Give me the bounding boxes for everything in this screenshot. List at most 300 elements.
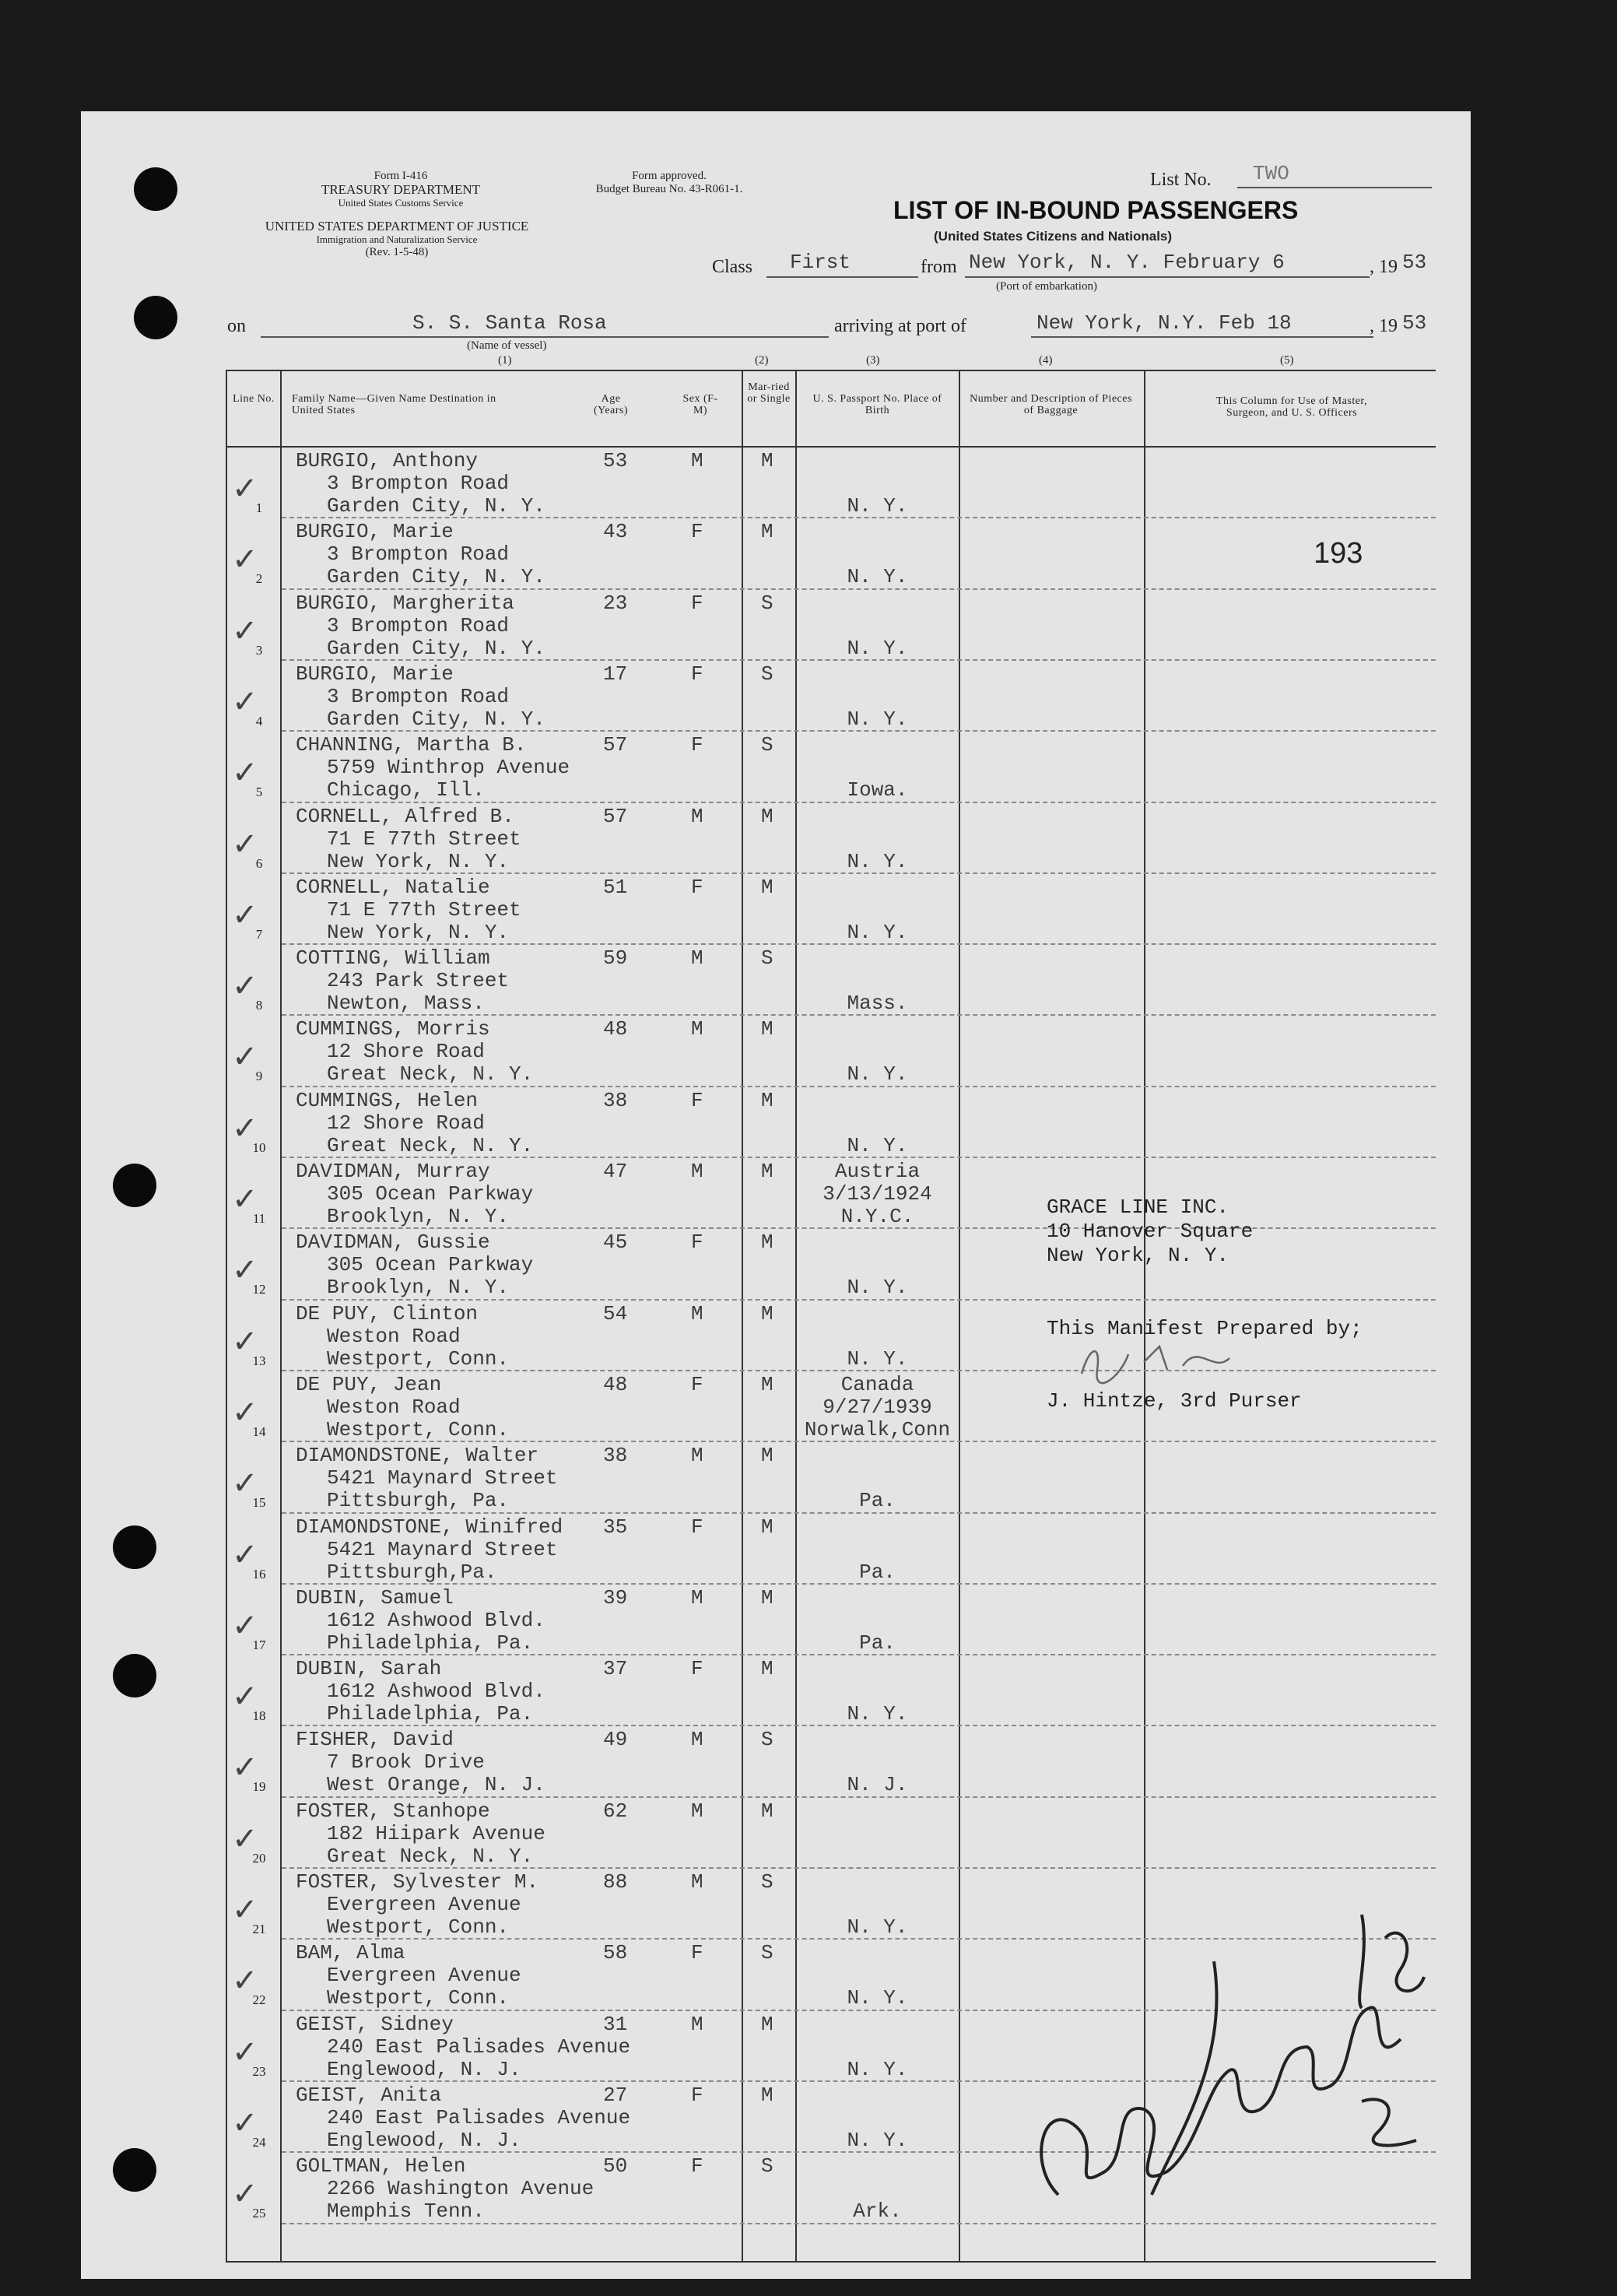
row-separator — [282, 1299, 1436, 1301]
agent-block — [1047, 1195, 1253, 1268]
place-of-birth: N. Y. — [847, 1986, 908, 2010]
header-line-no: Line No. — [233, 393, 275, 405]
row-separator — [282, 1014, 1436, 1016]
place-of-birth: N. Y. — [847, 1702, 908, 1726]
place-of-birth: N. Y. — [847, 1346, 908, 1371]
place-of-birth: Pa. — [859, 1489, 896, 1513]
line-number: 10 — [252, 1139, 266, 1155]
line-number: 24 — [252, 2134, 266, 2150]
passenger-city: Westport, Conn. — [327, 1986, 510, 2010]
passenger-age: 38 — [603, 1088, 628, 1112]
line-number: 23 — [252, 2063, 266, 2079]
row-separator — [282, 1157, 1436, 1158]
passenger-name: GEIST, Sidney — [296, 2012, 454, 2036]
passenger-age: 17 — [603, 662, 628, 686]
passenger-sex: M — [691, 1728, 703, 1752]
passenger-age: 45 — [603, 1231, 628, 1255]
place-of-birth: N. Y. — [847, 2057, 908, 2081]
list-no-line — [1237, 187, 1432, 188]
handwritten-signature — [996, 1868, 1432, 2210]
passenger-name: BURGIO, Anthony — [296, 449, 479, 472]
place-of-birth: N. Y. — [847, 1133, 908, 1157]
form-number: Form I-416 — [374, 170, 428, 182]
passenger-sex: F — [691, 1657, 703, 1681]
passenger-age: 43 — [603, 520, 628, 544]
arriving-label: arriving at port of — [834, 316, 966, 336]
class-label: Class — [712, 257, 753, 277]
passenger-name: DIAMONDSTONE, Winifred — [296, 1515, 563, 1539]
passenger-city: West Orange, N. J. — [327, 1773, 545, 1797]
passenger-name: DAVIDMAN, Murray — [296, 1160, 490, 1183]
handwritten-initials — [1074, 1331, 1253, 1393]
passenger-name: DIAMONDSTONE, Walter — [296, 1444, 539, 1468]
passenger-name: CUMMINGS, Helen — [296, 1088, 479, 1112]
passenger-marital: M — [761, 875, 773, 899]
passenger-sex: M — [691, 449, 703, 472]
passenger-age: 35 — [603, 1515, 628, 1539]
check-mark-icon: ✓ — [232, 683, 258, 720]
col-index-2: (2) — [755, 354, 769, 367]
passenger-name: DAVIDMAN, Gussie — [296, 1231, 490, 1255]
passenger-name: BAM, Alma — [296, 1941, 405, 1965]
line-number: 3 — [255, 642, 263, 658]
place-of-birth: N. Y. — [847, 636, 908, 660]
check-mark-icon: ✓ — [232, 826, 258, 862]
check-mark-icon: ✓ — [232, 1323, 258, 1360]
check-mark-icon: ✓ — [232, 542, 258, 578]
passenger-city: Pittsburgh,Pa. — [327, 1560, 497, 1584]
line-number: 18 — [252, 1708, 266, 1724]
line-number: 22 — [252, 1992, 266, 2008]
passenger-age: 57 — [603, 733, 628, 757]
passenger-address: 305 Ocean Parkway — [327, 1253, 534, 1277]
passenger-sex: F — [691, 1515, 703, 1539]
check-mark-icon: ✓ — [232, 1466, 258, 1502]
passenger-city: Westport, Conn. — [327, 1915, 510, 1939]
passenger-address: 240 East Palisades Avenue — [327, 2105, 631, 2129]
row-separator — [282, 588, 1436, 590]
passenger-city: Pittsburgh, Pa. — [327, 1489, 510, 1513]
row-separator — [282, 1725, 1436, 1726]
col-index-4: (4) — [1039, 354, 1053, 367]
passenger-sex: M — [691, 1585, 703, 1610]
passenger-marital: M — [761, 1657, 773, 1681]
passenger-age: 27 — [603, 2083, 628, 2107]
place-of-birth: N. Y. — [847, 494, 908, 518]
passenger-marital: M — [761, 1515, 773, 1539]
passenger-city: Philadelphia, Pa. — [327, 1631, 534, 1655]
row-separator — [282, 659, 1436, 661]
passenger-marital: S — [761, 733, 773, 757]
place-of-birth: N.Y.C. — [840, 1205, 914, 1228]
passenger-sex: F — [691, 1941, 703, 1965]
passenger-marital: M — [761, 1585, 773, 1610]
punch-hole — [113, 1164, 156, 1207]
from-line — [965, 276, 1370, 278]
passenger-address: Weston Road — [327, 1395, 461, 1419]
year2-prefix: , 19 — [1370, 316, 1398, 336]
passenger-city: Brooklyn, N. Y. — [327, 1276, 510, 1300]
line-number: 17 — [252, 1637, 266, 1652]
punch-hole — [134, 167, 177, 211]
check-mark-icon: ✓ — [232, 968, 258, 1005]
check-mark-icon: ✓ — [232, 1181, 258, 1217]
line-number: 21 — [252, 1922, 266, 1936]
check-mark-icon: ✓ — [232, 1892, 258, 1928]
passenger-city: Garden City, N. Y. — [327, 636, 545, 660]
place-of-birth: N. Y. — [847, 1915, 908, 1939]
row-separator — [282, 1086, 1436, 1087]
table-bottom-border — [226, 2261, 1436, 2263]
row-separator — [282, 1583, 1436, 1585]
check-mark-icon: ✓ — [232, 1963, 258, 1999]
passenger-marital: M — [761, 1372, 773, 1396]
passenger-address: 71 E 77th Street — [327, 897, 521, 922]
place-of-birth: 3/13/1924 — [823, 1182, 932, 1206]
line-number: 15 — [252, 1495, 266, 1511]
immigration-service: Immigration and Naturalization Service — [316, 233, 478, 245]
place-of-birth: N. Y. — [847, 707, 908, 731]
header-officers: This Column for Use of Master, Surgeon, and U. S. Officers — [1215, 395, 1368, 419]
passenger-sex: M — [691, 1444, 703, 1468]
place-of-birth: Pa. — [859, 1631, 896, 1655]
check-mark-icon: ✓ — [232, 1039, 258, 1076]
passenger-name: FISHER, David — [296, 1728, 454, 1752]
passenger-sex: F — [691, 1088, 703, 1112]
passenger-name: GOLTMAN, Helen — [296, 2154, 466, 2178]
passenger-age: 48 — [603, 1017, 628, 1041]
passenger-sex: F — [691, 875, 703, 899]
vessel-caption: (Name of vessel) — [467, 339, 547, 352]
place-of-birth: 9/27/1939 — [823, 1395, 932, 1419]
passenger-address: 5421 Maynard Street — [327, 1466, 558, 1490]
check-mark-icon: ✓ — [232, 2176, 258, 2213]
passenger-address: 243 Park Street — [327, 969, 510, 993]
check-mark-icon: ✓ — [232, 1820, 258, 1857]
check-mark-icon: ✓ — [232, 897, 258, 933]
passenger-age: 39 — [603, 1585, 628, 1610]
line-number: 12 — [252, 1282, 266, 1297]
passenger-name: FOSTER, Stanhope — [296, 1799, 490, 1823]
line-number: 1 — [255, 500, 263, 515]
header-passport: U. S. Passport No. Place of Birth — [812, 393, 942, 416]
place-of-birth: N. J. — [847, 1773, 908, 1797]
passenger-address: 182 Hiipark Avenue — [327, 1821, 545, 1845]
check-mark-icon: ✓ — [232, 613, 258, 649]
treasury-dept: TREASURY DEPARTMENT — [321, 182, 481, 197]
row-separator — [282, 872, 1436, 874]
passenger-name: CHANNING, Martha B. — [296, 733, 527, 757]
year1-suffix: 53 — [1402, 251, 1427, 274]
passenger-age: 59 — [603, 946, 628, 971]
passenger-age: 50 — [603, 2154, 628, 2178]
check-mark-icon: ✓ — [232, 471, 258, 507]
passenger-sex: M — [691, 804, 703, 828]
passenger-name: GEIST, Anita — [296, 2083, 442, 2107]
row-separator — [282, 1654, 1436, 1655]
on-label: on — [227, 316, 246, 336]
passenger-city: Brooklyn, N. Y. — [327, 1205, 510, 1228]
row-separator — [282, 2223, 1436, 2224]
header-age: Age (Years) — [593, 393, 629, 416]
passenger-age: 54 — [603, 1301, 628, 1325]
passenger-marital: M — [761, 449, 773, 472]
passenger-address: 2266 Washington Avenue — [327, 2177, 595, 2201]
passenger-city: Philadelphia, Pa. — [327, 1702, 534, 1726]
row-separator — [282, 1227, 1436, 1229]
passenger-city: Great Neck, N. Y. — [327, 1844, 534, 1868]
passenger-city: Westport, Conn. — [327, 1417, 510, 1441]
line-number: 9 — [255, 1069, 263, 1084]
passenger-address: 240 East Palisades Avenue — [327, 2034, 631, 2059]
col-index-5: (5) — [1280, 354, 1294, 367]
table-header-border — [226, 446, 1436, 448]
passenger-sex: F — [691, 520, 703, 544]
passenger-sex: M — [691, 1799, 703, 1823]
passenger-marital: M — [761, 2083, 773, 2107]
passenger-city: Newton, Mass. — [327, 992, 485, 1016]
row-separator — [282, 1370, 1436, 1371]
passenger-marital: S — [761, 591, 773, 615]
row-separator — [282, 1441, 1436, 1442]
place-of-birth: Ark. — [853, 2199, 902, 2224]
list-no-value: TWO — [1253, 162, 1289, 185]
purser-name: J. Hintze, 3rd Purser — [1047, 1389, 1302, 1413]
passenger-marital: S — [761, 1870, 773, 1894]
check-mark-icon: ✓ — [232, 1536, 258, 1573]
line-number: 8 — [255, 998, 263, 1013]
line-number: 13 — [252, 1353, 266, 1368]
col-border — [959, 370, 960, 2263]
arriving-line — [1031, 336, 1373, 338]
line-number: 4 — [255, 713, 263, 728]
stamp-number: 193 — [1314, 537, 1363, 570]
col-border — [280, 370, 282, 2263]
title: LIST OF IN-BOUND PASSENGERS — [893, 196, 1299, 224]
line-number: 7 — [255, 926, 263, 942]
passenger-address: 305 Ocean Parkway — [327, 1182, 534, 1206]
passenger-age: 62 — [603, 1799, 628, 1823]
passenger-address: 7 Brook Drive — [327, 1750, 485, 1775]
passenger-age: 58 — [603, 1941, 628, 1965]
passenger-marital: S — [761, 2154, 773, 2178]
from-label: from — [921, 257, 957, 277]
budget-bureau: Budget Bureau No. 43-R061-1. — [595, 183, 743, 195]
passenger-address: 3 Brompton Road — [327, 542, 510, 567]
passenger-marital: S — [761, 1728, 773, 1752]
passenger-address: 1612 Ashwood Blvd. — [327, 1680, 545, 1704]
passenger-marital: M — [761, 1088, 773, 1112]
header-sex: Sex (F-M) — [682, 393, 718, 416]
place-of-birth: N. Y. — [847, 920, 908, 944]
passenger-address: 71 E 77th Street — [327, 827, 521, 851]
passenger-age: 57 — [603, 804, 628, 828]
passenger-city: Garden City, N. Y. — [327, 565, 545, 589]
from-value: New York, N. Y. February 6 — [969, 251, 1285, 274]
passenger-name: CORNELL, Natalie — [296, 875, 490, 899]
passenger-marital: M — [761, 520, 773, 544]
row-separator — [282, 730, 1436, 732]
check-mark-icon: ✓ — [232, 755, 258, 792]
place-of-birth: Austria — [834, 1160, 921, 1183]
passenger-age: 47 — [603, 1160, 628, 1183]
passenger-city: Englewood, N. J. — [327, 2128, 521, 2152]
place-of-birth: N. Y. — [847, 849, 908, 873]
line-number: 20 — [252, 1850, 266, 1866]
passenger-age: 53 — [603, 449, 628, 472]
passenger-city: New York, N. Y. — [327, 920, 510, 944]
arriving-value: New York, N.Y. Feb 18 — [1036, 311, 1292, 335]
vessel-value: S. S. Santa Rosa — [412, 311, 607, 335]
check-mark-icon: ✓ — [232, 2034, 258, 2070]
passenger-marital: S — [761, 1941, 773, 1965]
prepared-by: This Manifest Prepared by; — [1047, 1317, 1363, 1340]
passenger-address: 3 Brompton Road — [327, 613, 510, 637]
line-number: 5 — [255, 785, 263, 800]
passenger-age: 31 — [603, 2012, 628, 2036]
line-number: 11 — [252, 1211, 266, 1226]
col-border — [226, 370, 227, 2263]
justice-dept: UNITED STATES DEPARTMENT OF JUSTICE — [265, 219, 529, 233]
table-top-border — [226, 370, 1436, 371]
passenger-marital: S — [761, 662, 773, 686]
passenger-marital: M — [761, 1301, 773, 1325]
passenger-sex: F — [691, 662, 703, 686]
col-border — [795, 370, 797, 2263]
class-line — [766, 276, 918, 278]
line-number: 16 — [252, 1566, 266, 1582]
passenger-city: New York, N. Y. — [327, 849, 510, 873]
passenger-marital: M — [761, 1160, 773, 1183]
passenger-city: Chicago, Ill. — [327, 778, 485, 802]
passenger-marital: M — [761, 1444, 773, 1468]
check-mark-icon: ✓ — [232, 1394, 258, 1431]
passenger-name: BURGIO, Marie — [296, 662, 454, 686]
passenger-sex: F — [691, 1372, 703, 1396]
passenger-sex: F — [691, 2154, 703, 2178]
passenger-age: 48 — [603, 1372, 628, 1396]
punch-hole — [134, 296, 177, 339]
passenger-address: Weston Road — [327, 1324, 461, 1348]
place-of-birth: Pa. — [859, 1560, 896, 1584]
col-border — [742, 370, 743, 2263]
check-mark-icon: ✓ — [232, 1750, 258, 1786]
passenger-sex: M — [691, 2012, 703, 2036]
punch-hole — [113, 1654, 156, 1697]
passenger-marital: S — [761, 946, 773, 971]
passenger-sex: M — [691, 1870, 703, 1894]
check-mark-icon: ✓ — [232, 1607, 258, 1644]
passenger-address: Evergreen Avenue — [327, 1893, 521, 1916]
passenger-marital: M — [761, 2012, 773, 2036]
passenger-marital: M — [761, 804, 773, 828]
passenger-name: FOSTER, Sylvester M. — [296, 1870, 539, 1894]
check-mark-icon: ✓ — [232, 1252, 258, 1289]
passenger-name: DE PUY, Jean — [296, 1372, 442, 1396]
place-of-birth: N. Y. — [847, 2128, 908, 2152]
form-revision: (Rev. 1-5-48) — [365, 246, 429, 258]
check-mark-icon: ✓ — [232, 1679, 258, 1715]
year1-prefix: , 19 — [1370, 257, 1398, 277]
agent-city: New York, N. Y. — [1047, 1244, 1229, 1267]
passenger-address: 5421 Maynard Street — [327, 1537, 558, 1561]
place-of-birth: N. Y. — [847, 1276, 908, 1300]
passenger-address: 12 Shore Road — [327, 1111, 485, 1135]
passenger-name: BURGIO, Margherita — [296, 591, 514, 615]
header-baggage: Number and Description of Pieces of Baggage — [970, 393, 1132, 416]
col-index-1: (1) — [498, 354, 512, 367]
passenger-sex: M — [691, 1301, 703, 1325]
row-separator — [282, 802, 1436, 803]
passenger-city: Garden City, N. Y. — [327, 707, 545, 731]
row-separator — [282, 1512, 1436, 1514]
passenger-address: 5759 Winthrop Avenue — [327, 756, 570, 780]
passenger-name: DUBIN, Samuel — [296, 1585, 454, 1610]
passenger-name: BURGIO, Marie — [296, 520, 454, 544]
passenger-age: 38 — [603, 1444, 628, 1468]
place-of-birth: Norwalk,Conn — [804, 1417, 951, 1441]
passenger-age: 51 — [603, 875, 628, 899]
class-value: First — [790, 251, 851, 274]
passenger-name: COTTING, William — [296, 946, 490, 971]
list-no-label: List No. — [1150, 170, 1212, 190]
agent-name: GRACE LINE INC. — [1047, 1195, 1229, 1219]
agent-address: 10 Hanover Square — [1047, 1220, 1254, 1243]
place-of-birth: N. Y. — [847, 1062, 908, 1087]
passenger-city: Great Neck, N. Y. — [327, 1062, 534, 1087]
passenger-address: 12 Shore Road — [327, 1040, 485, 1064]
passenger-address: 3 Brompton Road — [327, 684, 510, 708]
place-of-birth: Canada — [840, 1372, 914, 1396]
passenger-sex: M — [691, 946, 703, 971]
row-separator — [282, 1796, 1436, 1798]
subtitle: (United States Citizens and Nationals) — [934, 229, 1173, 244]
check-mark-icon: ✓ — [232, 2105, 258, 2141]
passenger-city: Englewood, N. J. — [327, 2057, 521, 2081]
place-of-birth: N. Y. — [847, 565, 908, 589]
passenger-city: Garden City, N. Y. — [327, 494, 545, 518]
passenger-age: 23 — [603, 591, 628, 615]
passenger-sex: M — [691, 1160, 703, 1183]
passenger-sex: F — [691, 2083, 703, 2107]
place-of-birth: Mass. — [847, 992, 908, 1016]
passenger-marital: M — [761, 1231, 773, 1255]
header-name: Family Name—Given Name Destination in United States — [292, 393, 496, 416]
passenger-age: 49 — [603, 1728, 628, 1752]
check-mark-icon: ✓ — [232, 1110, 258, 1146]
punch-hole — [113, 2148, 156, 2192]
passenger-address: Evergreen Avenue — [327, 1964, 521, 1988]
passenger-name: DE PUY, Clinton — [296, 1301, 479, 1325]
passenger-marital: M — [761, 1799, 773, 1823]
header-married: Mar-ried or Single — [747, 381, 791, 405]
vessel-line — [261, 336, 829, 338]
form-approved: Form approved. — [632, 170, 707, 182]
passenger-name: CUMMINGS, Morris — [296, 1017, 490, 1041]
passenger-marital: M — [761, 1017, 773, 1041]
passenger-city: Memphis Tenn. — [327, 2199, 485, 2224]
row-separator — [282, 517, 1436, 518]
passenger-sex: F — [691, 1231, 703, 1255]
line-number: 19 — [252, 1779, 266, 1795]
passenger-address: 3 Brompton Road — [327, 472, 510, 495]
passenger-sex: M — [691, 1017, 703, 1041]
passenger-city: Great Neck, N. Y. — [327, 1133, 534, 1157]
passenger-address: 1612 Ashwood Blvd. — [327, 1608, 545, 1632]
passenger-age: 88 — [603, 1870, 628, 1894]
passenger-sex: F — [691, 591, 703, 615]
row-separator — [282, 943, 1436, 945]
